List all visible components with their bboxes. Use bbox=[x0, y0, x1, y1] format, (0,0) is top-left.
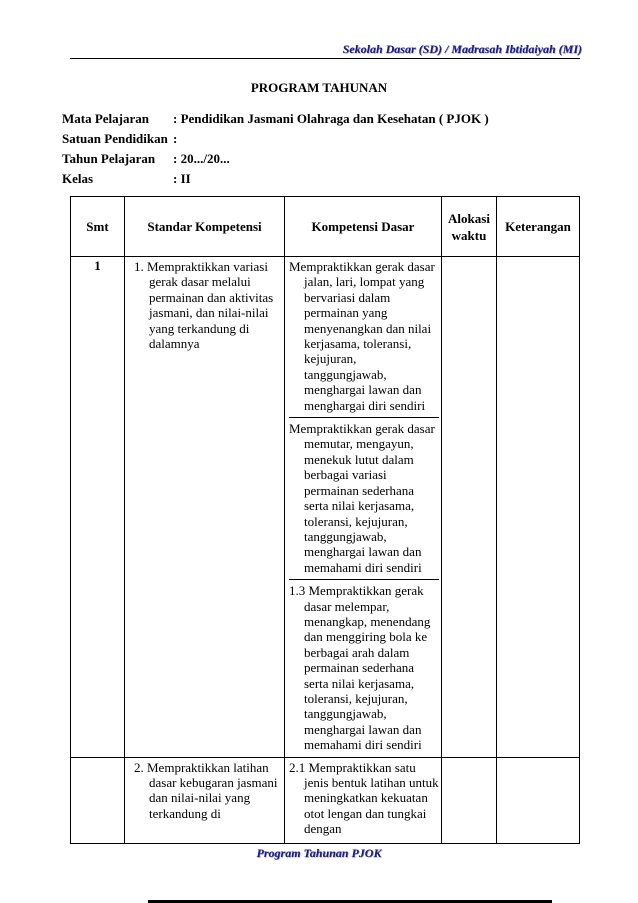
info-label: Satuan Pendidikan bbox=[62, 131, 168, 146]
smt-cell: 1 bbox=[71, 257, 125, 758]
kompetensi-dasar-cell bbox=[285, 257, 442, 758]
kompetensi-dasar-item: Mempraktikkan gerak dasar jalan, lari, lompat yang bervariasi dalam permainan yang menyenangkan dan nilai kerjasama, toleransi, kejujuran, tanggungjawab, menghargai lawan dan menghargai diri sendiri bbox=[289, 259, 435, 413]
info-row-satuan-pendidikan bbox=[62, 131, 489, 151]
document-title: PROGRAM TAHUNAN bbox=[250, 80, 388, 95]
header-divider bbox=[70, 58, 580, 59]
table-row bbox=[71, 257, 580, 758]
alokasi-waktu-cell bbox=[442, 257, 497, 758]
info-value: : bbox=[173, 131, 178, 146]
standar-kompetensi-text: 1. Mempraktikkan variasi gerak dasar melalui permainan dan aktivitas jasmani, dan nilai-nilai yang terkandung di dalamnya bbox=[134, 259, 274, 352]
header-school-name: Sekolah Dasar (SD) / Madrasah Ibtidaiyah (MI) bbox=[342, 42, 582, 56]
info-row-tahun-pelajaran bbox=[62, 151, 489, 171]
standar-kompetensi-cell bbox=[125, 257, 285, 758]
kompetensi-dasar-item: 1.3 Mempraktikkan gerak dasar melempar, menangkap, menendang dan menggiring bola ke berbagai arah dalam permainan sederhana serta nilai kerjasama, toleransi, kejujuran, tanggungjawab, menghargai lawan dan memahami diri sendiri bbox=[289, 579, 439, 756]
info-label: Kelas bbox=[62, 171, 94, 186]
kompetensi-dasar-item: Mempraktikkan gerak dasar memutar, mengayun, menekuk lutut dalam berbagai variasi permainan sederhana serta nilai kerjasama, toleransi, kejujuran, tanggungjawab, menghargai lawan dan memahami diri sendiri bbox=[289, 417, 439, 579]
keterangan-cell bbox=[497, 257, 580, 758]
info-row-kelas bbox=[62, 171, 489, 191]
footer-divider bbox=[70, 843, 580, 844]
column-header-kompetensi-dasar: Kompetensi Dasar bbox=[285, 197, 442, 257]
column-header-keterangan: Keterangan bbox=[497, 197, 580, 257]
kompetensi-dasar-item: 2.1 Mempraktikkan satu jenis bentuk latihan untuk meningkatkan kekuatan otot lengan dan tungkai dengan bbox=[289, 759, 439, 837]
table-header-row bbox=[71, 197, 580, 257]
standar-kompetensi-cell bbox=[125, 757, 285, 843]
column-header-standar-kompetensi: Standar Kompetensi bbox=[125, 197, 285, 257]
column-header-alokasi-waktu: Alokasi waktu bbox=[442, 197, 497, 257]
info-row-mata-pelajaran bbox=[62, 111, 489, 131]
info-label: Mata Pelajaran bbox=[62, 111, 150, 126]
smt-cell bbox=[71, 757, 125, 843]
info-label: Tahun Pelajaran bbox=[62, 151, 156, 166]
column-header-smt: Smt bbox=[71, 197, 125, 257]
info-value: : II bbox=[173, 171, 191, 186]
info-value: : Pendidikan Jasmani Olahraga dan Kesehatan ( PJOK ) bbox=[173, 111, 489, 126]
table-row bbox=[71, 757, 580, 843]
keterangan-cell bbox=[497, 757, 580, 843]
footer-text: Program Tahunan PJOK bbox=[256, 846, 382, 860]
alokasi-waktu-cell bbox=[442, 757, 497, 843]
kompetensi-dasar-cell bbox=[285, 757, 442, 843]
info-value: : 20.../20... bbox=[173, 151, 230, 166]
program-table bbox=[70, 196, 580, 844]
info-block bbox=[62, 111, 489, 191]
standar-kompetensi-text: 2. Mempraktikkan latihan dasar kebugaran jasmani dan nilai-nilai yang terkandung di bbox=[134, 759, 278, 821]
